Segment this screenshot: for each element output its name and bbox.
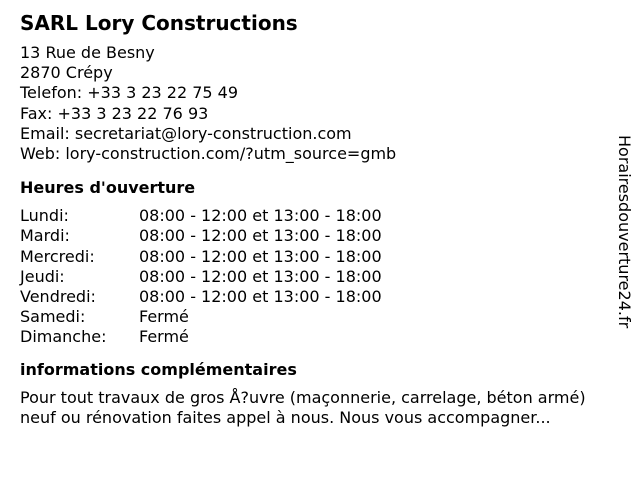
info-heading: informations complémentaires [20, 359, 297, 379]
time-value: 08:00 - 12:00 et 13:00 - 18:00 [139, 266, 382, 286]
address-city: 2870 Crépy [20, 63, 113, 83]
hours-row-sunday [20, 327, 620, 347]
time-value: 08:00 - 12:00 et 13:00 - 18:00 [139, 246, 382, 266]
fax-number: Fax: +33 3 23 22 76 93 [20, 103, 209, 123]
hours-row-tuesday [20, 226, 620, 246]
day-label: Jeudi: [20, 266, 65, 286]
time-value: Fermé [139, 327, 189, 347]
phone-number[interactable]: Telefon: +33 3 23 22 75 49 [20, 83, 239, 103]
info-description: Pour tout travaux de gros Å?uvre (maçonnerie, carrelage, béton armé) neuf ou rénovation faites appel à nous. Nous vous accompagner... [20, 387, 586, 428]
business-card [20, 10, 620, 429]
email-address[interactable]: Email: secretariat@lory-construction.com [20, 123, 352, 143]
hours-row-saturday [20, 307, 620, 327]
hours-row-friday [20, 287, 620, 307]
day-label: Vendredi: [20, 287, 96, 307]
day-label: Dimanche: [20, 327, 107, 347]
website-link[interactable]: Web: lory-construction.com/?utm_source=gmb [20, 144, 397, 164]
day-label: Mercredi: [20, 246, 95, 266]
hours-heading: Heures d'ouverture [20, 178, 196, 198]
hours-row-monday [20, 206, 620, 226]
business-name: SARL Lory Constructions [20, 11, 298, 35]
day-label: Mardi: [20, 226, 70, 246]
day-label: Samedi: [20, 307, 86, 327]
hours-table [20, 206, 620, 347]
hours-row-wednesday [20, 247, 620, 267]
time-value: 08:00 - 12:00 et 13:00 - 18:00 [139, 287, 382, 307]
time-value: 08:00 - 12:00 et 13:00 - 18:00 [139, 206, 382, 226]
hours-row-thursday [20, 267, 620, 287]
address-street: 13 Rue de Besny [20, 43, 155, 62]
contact-block [20, 43, 620, 164]
watermark: Horairesdouverture24.fr [615, 135, 634, 329]
day-label: Lundi: [20, 206, 69, 226]
time-value: Fermé [139, 307, 189, 327]
time-value: 08:00 - 12:00 et 13:00 - 18:00 [139, 226, 382, 246]
